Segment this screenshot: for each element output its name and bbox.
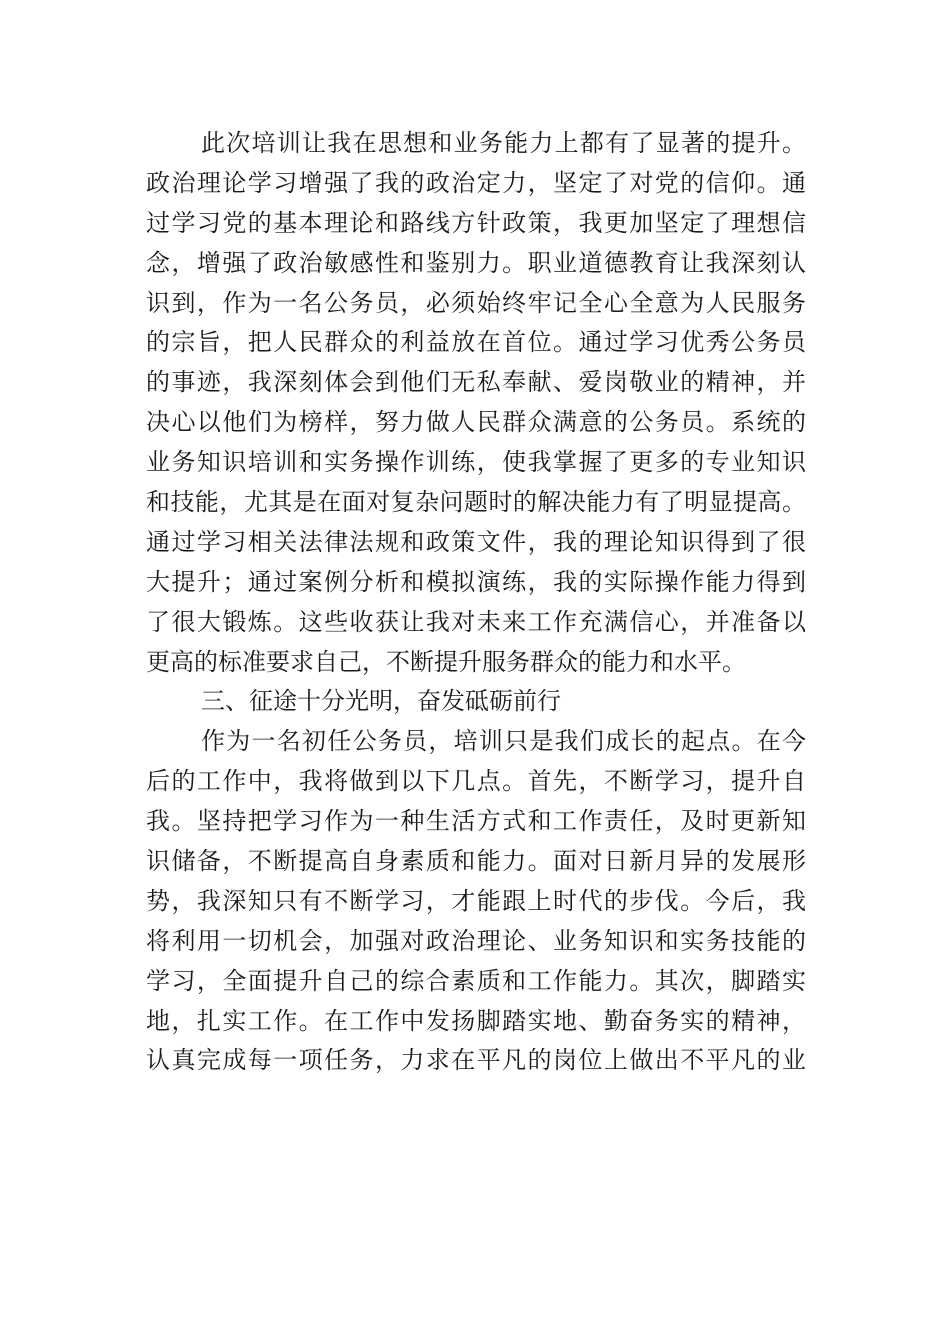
- training-improvement-paragraph: [146, 124, 806, 682]
- paragraph-line: 势，我深知只有不断学习，才能跟上时代的步伐。今后，我: [146, 886, 806, 915]
- paragraph-line: 念，增强了政治敏感性和鉴别力。职业道德教育让我深刻认: [146, 248, 806, 277]
- paragraph-line: 认真完成每一项任务，力求在平凡的岗位上做出不平凡的业: [146, 1046, 806, 1075]
- paragraph-line: 政治理论学习增强了我的政治定力，坚定了对党的信仰。通: [146, 168, 806, 197]
- paragraph-line: 业务知识培训和实务操作训练，使我掌握了更多的专业知识: [146, 448, 806, 477]
- paragraph-line: 过学习党的基本理论和路线方针政策，我更加坚定了理想信: [146, 208, 806, 237]
- paragraph-line: 将利用一切机会，加强对政治理论、业务知识和实务技能的: [146, 926, 806, 955]
- paragraph-line: 识到，作为一名公务员，必须始终牢记全心全意为人民服务: [146, 288, 806, 317]
- paragraph-line: 我。坚持把学习作为一种生活方式和工作责任，及时更新知: [146, 807, 806, 836]
- paragraph-line: 大提升；通过案例分析和模拟演练，我的实际操作能力得到: [146, 567, 806, 596]
- paragraph-line: 的事迹，我深刻体会到他们无私奉献、爱岗敬业的精神，并: [146, 368, 806, 397]
- future-work-paragraph: [146, 722, 806, 1081]
- paragraph-line: 后的工作中，我将做到以下几点。首先，不断学习，提升自: [146, 767, 806, 796]
- paragraph-line: 更高的标准要求自己，不断提升服务群众的能力和水平。: [146, 647, 746, 676]
- paragraph-line: 地，扎实工作。在工作中发扬脚踏实地、勤奋务实的精神，: [146, 1006, 806, 1035]
- section-heading: [146, 682, 806, 722]
- paragraph-line: 此次培训让我在思想和业务能力上都有了显著的提升。: [201, 129, 806, 157]
- paragraph-line: 作为一名初任公务员，培训只是我们成长的起点。在今: [201, 727, 806, 756]
- paragraph-line: 识储备，不断提高自身素质和能力。面对日新月异的发展形: [146, 847, 806, 876]
- paragraph-line: 学习，全面提升自己的综合素质和工作能力。其次，脚踏实: [146, 966, 806, 995]
- paragraph-line: 的宗旨，把人民群众的利益放在首位。通过学习优秀公务员: [146, 328, 806, 357]
- section-heading-text: 三、征途十分光明，奋发砥砺前行: [201, 687, 561, 716]
- document-body: [146, 124, 806, 1081]
- paragraph-line: 和技能，尤其是在面对复杂问题时的解决能力有了明显提高。: [146, 488, 806, 517]
- paragraph-line: 通过学习相关法律法规和政策文件，我的理论知识得到了很: [146, 527, 806, 556]
- paragraph-line: 决心以他们为榜样，努力做人民群众满意的公务员。系统的: [146, 408, 806, 437]
- paragraph-line: 了很大锻炼。这些收获让我对未来工作充满信心，并准备以: [146, 607, 806, 636]
